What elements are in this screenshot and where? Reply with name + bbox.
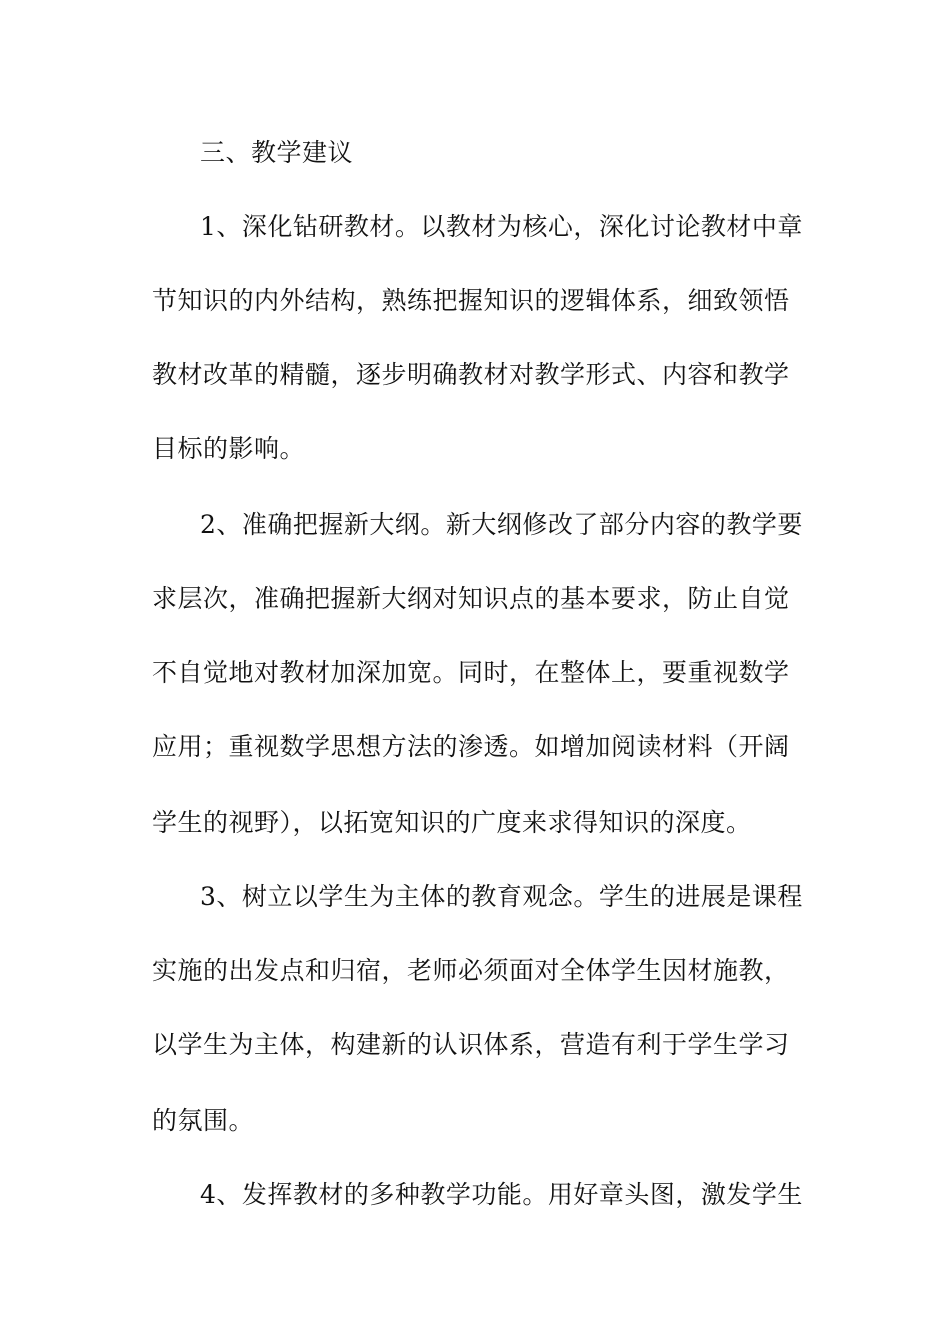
paragraph-line: 的氛围。 [152,1106,255,1135]
paragraph-line: 1、深化钻研教材。以教材为核心，深化讨论教材中章 [200,212,803,241]
paragraph-line: 2、准确把握新大纲。新大纲修改了部分内容的教学要 [200,510,803,539]
paragraph-line: 求层次，准确把握新大纲对知识点的基本要求，防止自觉 [152,584,790,613]
paragraph-line: 3、树立以学生为主体的教育观念。学生的进展是课程 [200,882,803,911]
paragraph-line: 实施的出发点和归宿，老师必须面对全体学生因材施教， [152,956,790,985]
section-heading: 三、教学建议 [200,138,354,167]
paragraph-line: 不自觉地对教材加深加宽。同时，在整体上，要重视数学 [152,658,790,687]
paragraph-line: 4、发挥教材的多种教学功能。用好章头图，激发学生 [200,1180,803,1209]
paragraph-line: 学生的视野），以拓宽知识的广度来求得知识的深度。 [152,808,752,837]
paragraph-line: 以学生为主体，构建新的认识体系，营造有利于学生学习 [152,1030,790,1059]
paragraph-line: 教材改革的精髓，逐步明确教材对教学形式、内容和教学 [152,360,790,389]
paragraph-line: 目标的影响。 [152,434,306,463]
paragraph-line: 节知识的内外结构，熟练把握知识的逻辑体系，细致领悟 [152,286,790,315]
paragraph-line: 应用；重视数学思想方法的渗透。如增加阅读材料（开阔 [152,732,790,761]
